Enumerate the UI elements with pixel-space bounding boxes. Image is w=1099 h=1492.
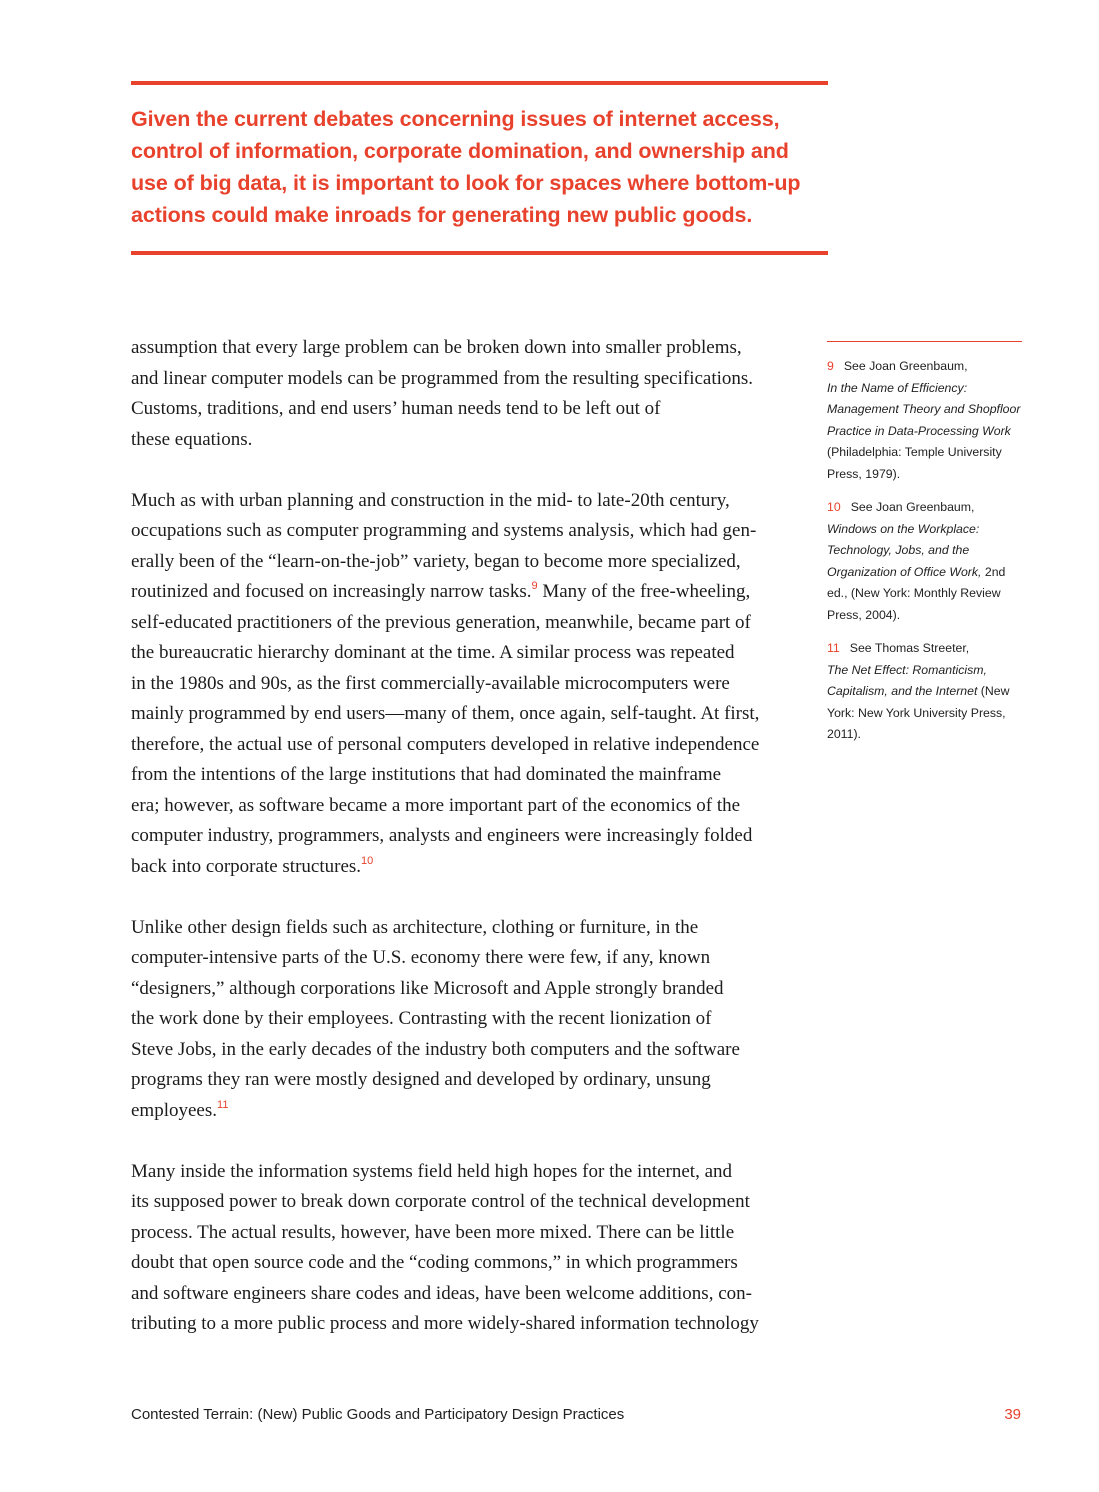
- running-footer-title: Contested Terrain: (New) Public Goods and Participatory Design Practices: [131, 1406, 625, 1423]
- text-line: tributing to a more public process and more widely-shared information technology: [131, 1313, 759, 1334]
- text-line: assumption that every large problem can be broken down into smaller problems,: [131, 337, 742, 358]
- pull-quote: [131, 81, 828, 255]
- paragraph-2: [131, 486, 791, 883]
- footnote-ref-10[interactable]: 10: [361, 854, 374, 867]
- text-segment: Many of the free-wheeling,: [537, 581, 751, 602]
- footnote-intro: See Joan Greenbaum,: [843, 359, 968, 373]
- paragraph-3: [131, 913, 791, 1127]
- footnote-intro: See Thomas Streeter,: [849, 641, 970, 655]
- text-line: era; however, as software became a more important part of the economics of the: [131, 794, 741, 816]
- text-segment: back into corporate structures.: [131, 855, 362, 877]
- text-line: Steve Jobs, in the early decades of the industry both computers and the software: [131, 1038, 740, 1060]
- text-line: erally been of the “learn-on-the-job” variety, began to become more specialized,: [131, 550, 741, 572]
- text-line: [131, 577, 791, 608]
- page-number: 39: [1004, 1406, 1021, 1423]
- footnote-10: [827, 497, 1022, 626]
- footnote-publication: (Philadelphia: Temple University Press, 1979).: [827, 445, 1002, 481]
- text-line: therefore, the actual use of personal computers developed in relative independence: [131, 733, 760, 755]
- footnote-title: Windows on the Workplace: Technology, Jobs, and the Organization of Office Work,: [827, 521, 982, 579]
- text-line: and linear computer models can be programmed from the resulting specifications.: [131, 367, 754, 389]
- text-line: the work done by their employees. Contrasting with the recent lionization of: [131, 1008, 712, 1029]
- footnote-publication: (New York: New York University Press, 2011).: [827, 684, 1010, 741]
- footnote-number: 11: [827, 641, 840, 655]
- footnote-title: The Net Effect: Romanticism, Capitalism, and the Internet: [827, 662, 987, 698]
- footnote-9: [827, 356, 1022, 485]
- footnote-ref-9[interactable]: 9: [531, 580, 538, 592]
- text-segment: employees.: [131, 1099, 218, 1121]
- footnote-number: 10: [827, 500, 841, 514]
- text-line: mainly programmed by end users—many of them, once again, self-taught. At first,: [131, 703, 760, 724]
- text-line: computer-intensive parts of the U.S. economy there were few, if any, known: [131, 947, 711, 968]
- text-line: computer industry, programmers, analysts and engineers were increasingly folded: [131, 825, 753, 846]
- text-line: occupations such as computer programming and systems analysis, which had gen-: [131, 520, 757, 541]
- text-line: in the 1980s and 90s, as the first commercially-available microcomputers were: [131, 672, 730, 694]
- footnote-intro: See Joan Greenbaum,: [850, 500, 975, 514]
- text-line: programs they ran were mostly designed and developed by ordinary, unsung: [131, 1069, 711, 1090]
- footnote-number: 9: [827, 359, 834, 373]
- text-line: doubt that open source code and the “coding commons,” in which programmers: [131, 1252, 738, 1273]
- text-line: Unlike other design fields such as architecture, clothing or furniture, in the: [131, 916, 699, 938]
- footnote-11: [827, 638, 1022, 746]
- footnote-title: In the Name of Efficiency: Management Theory and Shopfloor Practice in Data-Processing Work: [827, 380, 1021, 438]
- paragraph-1: [131, 333, 791, 455]
- text-line: “designers,” although corporations like Microsoft and Apple strongly branded: [131, 977, 724, 999]
- text-line: and software engineers share codes and ideas, have been welcome additions, con-: [131, 1282, 752, 1304]
- text-line: Customs, traditions, and end users’ human needs tend to be left out of: [131, 398, 661, 419]
- pull-quote-text: Given the current debates concerning issues of internet access, control of information, corporate domination, and ownership and use of big data, it is important to look for spaces where bottom-up actions could make inroads for generating new public goods.: [131, 107, 801, 227]
- text-line: Much as with urban planning and construction in the mid- to late-20th century,: [131, 489, 730, 511]
- text-line: [131, 1096, 791, 1127]
- text-line: its supposed power to break down corporate control of the technical development: [131, 1191, 750, 1212]
- paragraph-4: [131, 1157, 791, 1340]
- footnote-publication: 2nd ed., (New York: Monthly Review Press, 2004).: [827, 564, 1006, 622]
- text-line: Many inside the information systems field held high hopes for the internet, and: [131, 1160, 733, 1182]
- text-line: from the intentions of the large institutions that had dominated the mainframe: [131, 764, 722, 785]
- body-text: [131, 333, 791, 1370]
- footnotes-sidebar: [827, 341, 1022, 758]
- text-line: [131, 852, 791, 883]
- text-line: process. The actual results, however, have been more mixed. There can be little: [131, 1221, 735, 1243]
- text-line: self-educated practitioners of the previous generation, meanwhile, became part of: [131, 611, 751, 633]
- text-line: the bureaucratic hierarchy dominant at the time. A similar process was repeated: [131, 642, 735, 663]
- footnote-ref-11[interactable]: 11: [217, 1098, 229, 1111]
- text-line: these equations.: [131, 428, 253, 450]
- text-segment: routinized and focused on increasingly narrow tasks.: [131, 581, 532, 602]
